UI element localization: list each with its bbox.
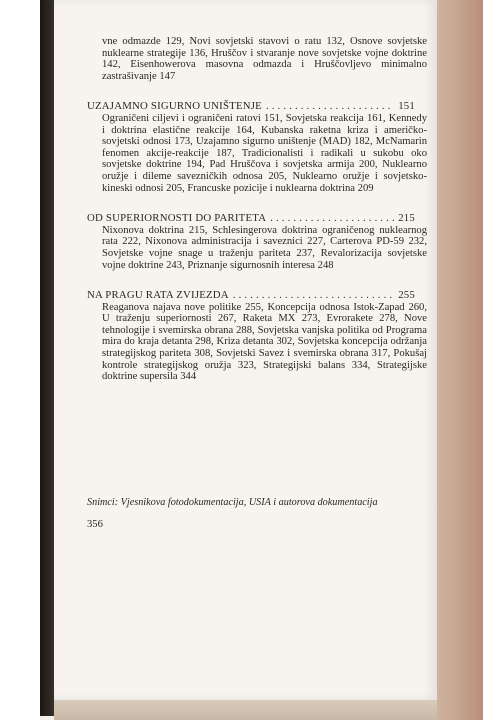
- page-number: 356: [87, 519, 103, 530]
- table-of-contents: [87, 36, 427, 383]
- scan-background-left: [0, 0, 40, 720]
- section-title: OD SUPERIORNOSTI DO PARITETA: [87, 212, 267, 225]
- book-cover-edge: [437, 0, 483, 720]
- dot-leader: [266, 101, 394, 113]
- dot-leader: [270, 213, 394, 225]
- section-title: NA PRAGU RATA ZVIJEZDA: [87, 289, 229, 302]
- section-body: Nixonova doktrina 215, Schlesingerova doktrina ograničenog nuklearnog rata 222, Nixonova administracija i saveznici 227, Carterova PD-59 232, Sovjetske vojne snage u traženju pariteta 237, Revalorizacija sovjetske vojne doktrine 243, Priznanje sigurnosnih interesa 248: [102, 224, 427, 271]
- section-page-number: 255: [398, 289, 415, 302]
- section-page-number: 151: [398, 100, 415, 113]
- continuation-text: vne odmazde 129, Novi sovjetski stavovi o ratu 132, Osnove sovjetske nuklearne strategije 136, Hruščov i stvaranje nove sovjetske vojne doktrine 142, Eisenhowerova masovna odmazda i Hruščovljevo minimalno zastrašivanje 147: [102, 36, 427, 82]
- toc-section: [87, 101, 427, 194]
- section-page-number: 215: [398, 212, 415, 225]
- toc-section: [87, 290, 427, 383]
- section-body: Ograničeni ciljevi i ograničeni ratovi 151, Sovjetska reakcija 161, Kennedy i doktrina elastične reakcije 164, Kubanska raketna kriza i američko-sovjetski odnosi 173, Uzajamno sigurno uništenje (MAD) 182, McNamarin fenomen akcije-reakcije 187, Tradicionalisti i radikali u sukobu oko sovjetske doktrine 194, Pad Hruščova i sovjetska armija 200, Nuklearno oružje i dileme savezničkih odnosa 205, Nuklearno oružje i sovjetsko-kineski odnosi 205, Francuske pozicije i nuklearna doktrina 209: [102, 112, 427, 194]
- section-body: Reaganova najava nove politike 255, Koncepcija odnosa Istok-Zapad 260, U traženju superiornosti 267, Raketa MX 273, Evrorakete 278, Nove tehnologije i svemirska obrana 288, Sovjetska vanjska politika od Programa mira do kraja detanta 298, Kriza detanta 302, Sovjetska koncepcija održanja strategijskog pariteta 308, Sovjetski Savez i svemirska obrana 317, Pokušaj kontrole strategijskog oružja 323, Strategijski balans 334, Strategijske doktrine supersila 344: [102, 301, 427, 383]
- toc-heading: [87, 213, 415, 225]
- toc-heading: [87, 101, 415, 113]
- toc-heading: [87, 290, 415, 302]
- section-title: UZAJAMNO SIGURNO UNIŠTENJE: [87, 100, 262, 113]
- book-binding: [40, 0, 54, 716]
- toc-section: [87, 213, 427, 271]
- page-bottom-edge: [54, 700, 437, 720]
- photo-credits-caption: Snimci: Vjesnikova fotodokumentacija, USIA i autorova dokumentacija: [87, 497, 378, 508]
- dot-leader: [233, 290, 394, 302]
